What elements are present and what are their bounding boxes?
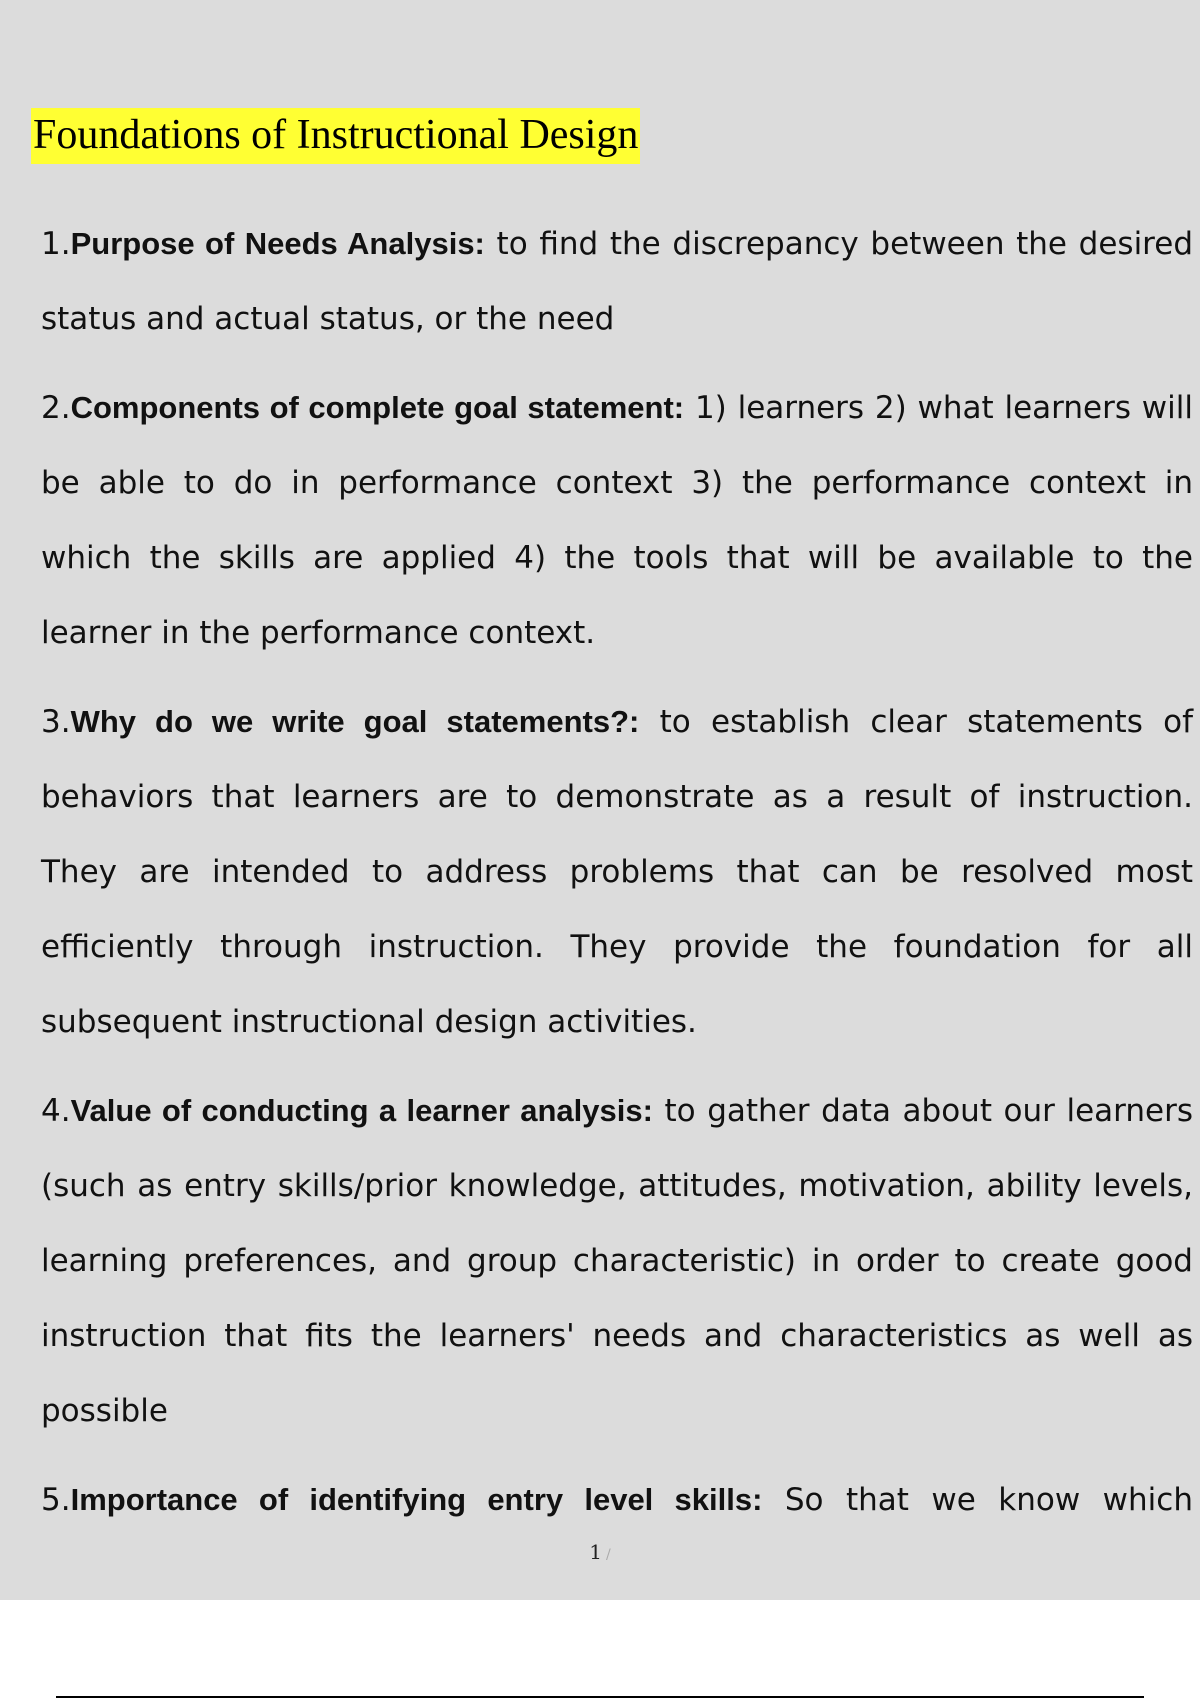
list-item	[41, 1073, 1193, 1449]
item-number: 2.	[41, 390, 71, 426]
item-number: 5.	[41, 1482, 71, 1518]
item-term: Importance of identifying entry level skills:	[70, 1482, 763, 1517]
item-term: Components of complete goal statement:	[70, 390, 685, 425]
list-item	[41, 684, 1193, 1060]
item-number: 4.	[41, 1093, 71, 1129]
item-text: to find the discrepancy between the desired status and actual status, or the need	[41, 226, 1194, 337]
item-text: to establish clear statements of behaviors that learners are to demonstrate as a result of instruction. They are intended to address problems that can be resolved most efficiently through instruction. They provide the foundation for all subsequent instructional design activities.	[41, 704, 1193, 1040]
document-title: Foundations of Instructional Design	[31, 108, 640, 164]
document-body	[41, 206, 1193, 1551]
page-number	[0, 1540, 1200, 1564]
page-number-value: 1	[589, 1540, 602, 1564]
list-item	[41, 1462, 1193, 1538]
item-term: Value of conducting a learner analysis:	[70, 1093, 653, 1128]
item-term: Purpose of Needs Analysis:	[70, 226, 485, 261]
item-number: 3.	[41, 704, 71, 740]
next-page-rule	[56, 1696, 1144, 1698]
page-number-suffix: /	[606, 1547, 611, 1563]
list-item	[41, 206, 1193, 357]
item-text: 1) learners 2) what learners will be able to do in performance context 3) the performance context in which the skills are applied 4) the tools that will be available to the learner in the performance context.	[41, 390, 1193, 651]
item-text: to gather data about our learners (such as entry skills/prior knowledge, attitudes, motivation, ability levels, learning preferences, and group characteristic) in order to create good instruction that fits the learners' needs and characteristics as well as possible	[41, 1093, 1193, 1429]
item-text: So that we know which	[762, 1482, 1193, 1518]
list-item	[41, 370, 1193, 671]
item-term: Why do we write goal statements?:	[70, 704, 640, 739]
item-number: 1.	[41, 226, 71, 262]
